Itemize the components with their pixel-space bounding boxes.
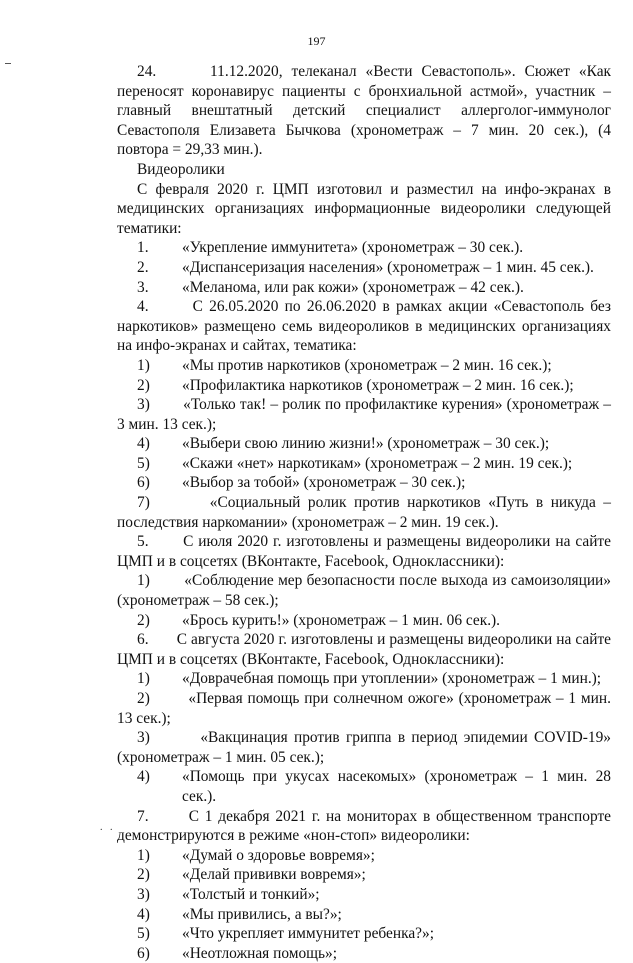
list-text: «Профилактика наркотиков (хронометраж – 2 мин. 16 сек.); — [182, 376, 574, 394]
list-number: 3) — [137, 396, 150, 414]
list-item — [117, 258, 611, 278]
item-5 — [117, 532, 611, 571]
list-item — [117, 905, 611, 925]
item-text: С 1 декабря 2021 г. на мониторах в общественном транспорте демонстрируются в режиме «нон-стоп» видеоролики: — [117, 807, 611, 845]
list-text: «Первая помощь при солнечном ожоге» (хронометраж – 1 мин. 13 сек.); — [117, 690, 611, 727]
list-text: «Социальный ролик против наркотиков «Путь в никуда – последствия наркомании» (хронометраж – 2 мин. 19 сек.). — [117, 494, 612, 531]
item-number: 24. — [137, 63, 157, 80]
item-number: 7. — [137, 807, 149, 825]
list-item — [117, 395, 611, 434]
list-item — [117, 944, 611, 963]
list-item — [117, 669, 611, 689]
list-number: 1) — [137, 846, 150, 864]
list-item — [117, 434, 611, 454]
list-number: 4) — [137, 905, 150, 923]
scan-artifact: . . — [100, 822, 113, 833]
item-text: 11.12.2020, телеканал «Вести Севастополь». Сюжет «Как переносят коронавирус пациенты с бронхиальной астмой», участник – главный внештатный детский специалист аллерголог-иммунолог Севастополя Елизавета Бычкова (хронометраж – 7 мин. 20 сек.), (4 повтора = 29,33 мин.). — [117, 63, 612, 159]
list-item — [117, 356, 611, 376]
item-6 — [117, 630, 611, 669]
list-text: «Укрепление иммунитета» (хронометраж – 30 сек.). — [182, 239, 524, 257]
list-text: «Меланома, или рак кожи» (хронометраж – 42 сек.). — [182, 278, 524, 296]
list-item — [117, 473, 611, 493]
list-item — [117, 376, 611, 396]
list-item — [117, 571, 611, 610]
list-text: С 26.05.2020 по 26.06.2020 в рамках акции «Севастополь без наркотиков» размещено семь видеороликов в медицинских организациях на инфо-экранах и сайтах, тематика: — [117, 298, 611, 355]
list-text: «Брось курить!» (хронометраж – 1 мин. 06 сек.). — [182, 611, 501, 629]
list-number: 4) — [137, 435, 150, 453]
item-text: С августа 2020 г. изготовлены и размещены видеоролики на сайте ЦМП и в соцсетях (ВКонтакте, Facebook, Одноклассники): — [117, 631, 611, 668]
list-number: 7) — [137, 494, 150, 512]
item-24 — [117, 62, 611, 160]
list-item — [117, 611, 611, 631]
list-number: 1. — [137, 239, 149, 257]
list-number: 5) — [137, 454, 150, 472]
list-number: 3. — [137, 278, 149, 296]
list-text: «Что укрепляет иммунитет ребенка?»; — [182, 925, 434, 943]
list-text: «Только так! – ролик по профилактике курения» (хронометраж – 3 мин. 13 сек.); — [117, 396, 611, 433]
list-text: «Соблюдение мер безопасности после выхода из самоизоляции» (хронометраж – 58 сек.); — [117, 572, 611, 610]
list-item — [117, 493, 611, 532]
item-7 — [117, 807, 611, 846]
list-number: 2) — [137, 690, 150, 707]
scan-mark — [5, 63, 11, 64]
page-number: 197 — [307, 34, 326, 48]
list-text: «Думай о здоровье вовремя»; — [182, 846, 375, 864]
list-text: «Мы против наркотиков (хронометраж – 2 мин. 16 сек.); — [182, 356, 552, 374]
intro-paragraph: С февраля 2020 г. ЦМП изготовил и разместил на инфо-экранах в медицинских организациях информационные видеоролики следующей тематики: — [117, 180, 611, 237]
list-number: 1) — [137, 572, 150, 590]
list-text: «Делай прививки вовремя»; — [182, 866, 366, 884]
list-item — [117, 865, 611, 885]
item-text: С июля 2020 г. изготовлены и размещены видеоролики на сайте ЦМП и в соцсетях (ВКонтакте, Facebook, Одноклассники): — [117, 533, 611, 570]
list-number: 3) — [137, 885, 150, 903]
list-number: 3) — [137, 729, 150, 747]
item-number: 5. — [137, 533, 149, 551]
list-number: 1) — [137, 670, 150, 688]
list-text: «Помощь при укусах насекомых» (хронометраж – 1 мин. 28 сек.). — [182, 768, 611, 805]
list-text: «Толстый и тонкий»; — [182, 885, 320, 903]
list-number: 2) — [137, 866, 150, 884]
list-item — [117, 885, 611, 905]
list-item — [117, 767, 611, 806]
list-text: «Диспансеризация населения» (хронометраж – 1 мин. 45 сек.). — [182, 258, 594, 276]
list-text: «Скажи «нет» наркотикам» (хронометраж – 2 мин. 19 сек.); — [182, 454, 573, 472]
item-number: 6. — [137, 631, 149, 649]
list-number: 4. — [137, 298, 149, 316]
section-title: Видеоролики — [137, 160, 225, 178]
list-number: 2) — [137, 611, 150, 629]
list-item — [117, 278, 611, 298]
list-number: 6) — [137, 474, 150, 492]
list-item — [117, 238, 611, 258]
list-item — [117, 846, 611, 866]
document-body — [117, 62, 611, 963]
list-text: «Доврачебная помощь при утоплении» (хронометраж – 1 мин.); — [182, 670, 602, 688]
list-text: «Мы привились, а вы?»; — [182, 905, 342, 923]
list-item — [117, 728, 611, 767]
list-text: «Вакцинация против гриппа в период эпидемии COVID-19» (хронометраж – 1 мин. 05 сек.); — [117, 729, 612, 766]
list-item — [117, 454, 611, 474]
list-item — [117, 689, 611, 728]
list-number: 4) — [137, 768, 150, 786]
list-item — [117, 924, 611, 944]
list-number: 5) — [137, 925, 150, 943]
list-text: «Выбери свою линию жизни!» (хронометраж – 30 сек.); — [182, 435, 550, 453]
list-number: 1) — [137, 356, 150, 374]
list-item — [117, 297, 611, 356]
list-number: 6) — [137, 944, 150, 962]
list-number: 2. — [137, 258, 149, 276]
list-text: «Неотложная помощь»; — [182, 944, 338, 962]
list-text: «Выбор за тобой» (хронометраж – 30 сек.); — [182, 474, 466, 492]
list-number: 2) — [137, 376, 150, 394]
